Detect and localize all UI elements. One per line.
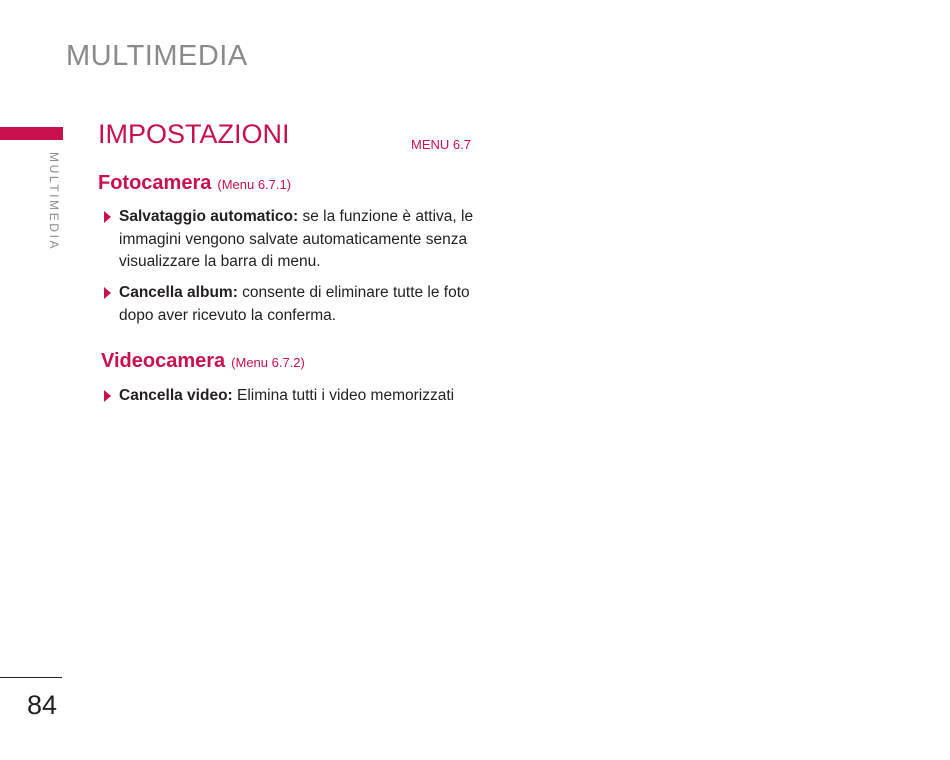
list-item-cancella-video <box>119 385 474 408</box>
fotocamera-heading-label: Fotocamera <box>98 172 212 194</box>
section-title: IMPOSTAZIONI <box>98 119 290 149</box>
videocamera-menu-code: (Menu 6.7.2) <box>231 355 305 370</box>
list-item-salvataggio <box>119 206 474 274</box>
item-text: consente di eliminare tutte le foto dopo aver ricevuto la conferma. <box>119 284 470 324</box>
item-text: Elimina tutti i video memorizzati <box>232 387 455 404</box>
videocamera-heading-label: Videocamera <box>101 350 226 372</box>
fotocamera-menu-code: (Menu 6.7.1) <box>217 177 292 192</box>
triangle-bullet-icon <box>104 390 111 402</box>
triangle-bullet-icon <box>104 211 111 223</box>
footer-rule <box>0 677 62 678</box>
list-item-cancella-album <box>119 282 474 327</box>
item-term: Salvataggio automatico: <box>119 208 299 225</box>
side-tab-label: MULTIMEDIA <box>47 152 61 252</box>
page-number: 84 <box>27 690 58 720</box>
chapter-title: MULTIMEDIA <box>66 40 248 72</box>
videocamera-heading <box>101 350 305 373</box>
accent-bar <box>0 127 63 140</box>
triangle-bullet-icon <box>104 287 111 299</box>
item-term: Cancella video: <box>119 387 233 404</box>
item-term: Cancella album: <box>119 284 238 301</box>
item-text: se la funzione è attiva, le immagini vengono salvate automaticamente senza visualizzare la barra di menu. <box>119 208 474 270</box>
section-menu-ref: MENU 6.7 <box>411 137 471 152</box>
fotocamera-heading <box>98 172 291 195</box>
